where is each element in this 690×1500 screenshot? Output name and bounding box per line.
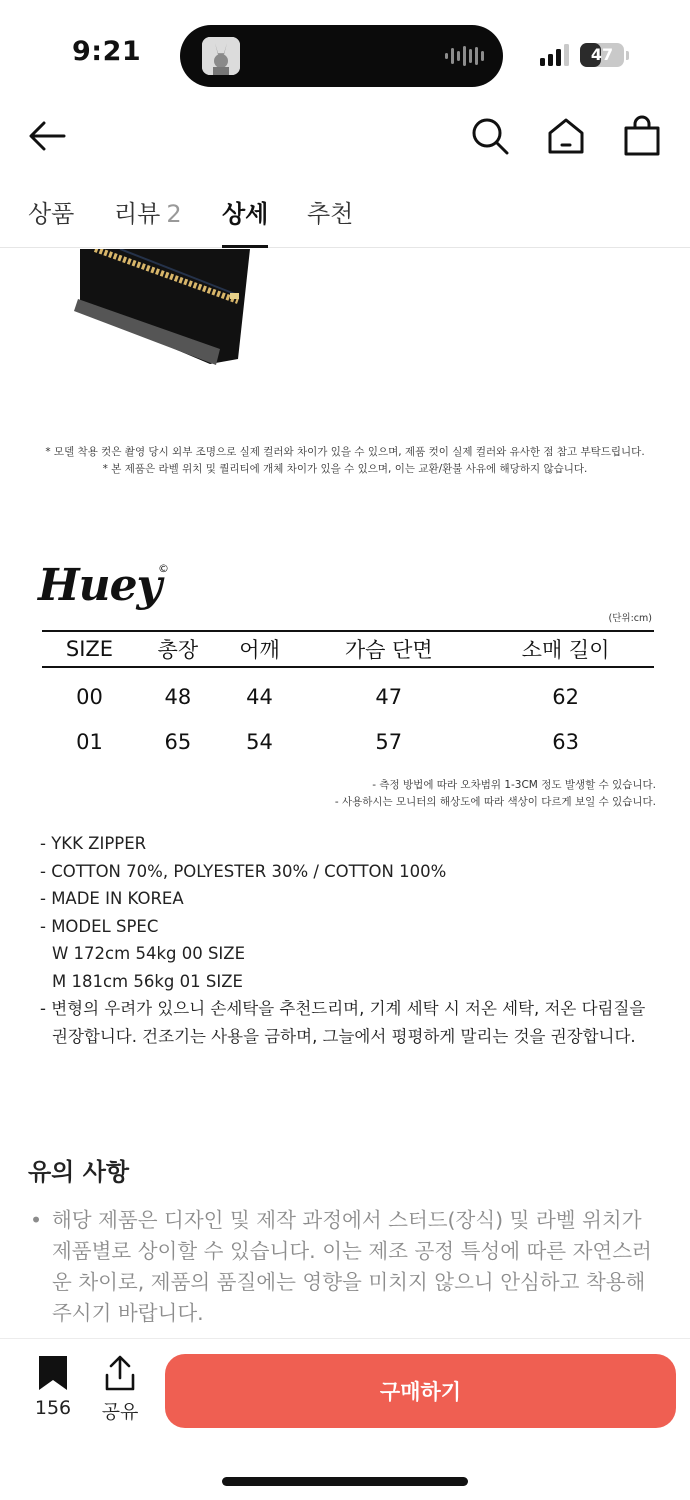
battery-tip [626, 51, 629, 60]
bookmark-button[interactable] [30, 1355, 76, 1419]
spec-origin: - MADE IN KOREA [40, 889, 184, 908]
table-cell: 01 [76, 730, 103, 754]
caution-text: 해당 제품은 디자인 및 제작 과정에서 스터드(장식) 및 라벨 위치가 제품별로 상이할 수 있습니다. 이는 제조 공정 특성에 따른 자연스러운 차이로, 제품의 품질에는 영향을 미치지 않으니 안심하고 착용해 주시기 바랍니다. [52, 1208, 652, 1325]
share-icon [103, 1355, 137, 1391]
spec-care-line-1: - 변형의 우려가 있으니 손세탁을 추천드리며, 기계 세탁 시 저온 세탁, 저온 다림질을 [40, 999, 646, 1018]
photo-note-1: * 모델 착용 컷은 촬영 당시 외부 조명으로 실제 컬러와 차이가 있을 수 있으며, 제품 컷이 실제 컬러와 유사한 점 참고 부탁드립니다. [45, 446, 645, 458]
now-playing-avatar [202, 37, 240, 75]
caution-body [30, 1205, 660, 1329]
tab-reviews-label: 리뷰 [114, 200, 161, 228]
table-row [42, 667, 654, 719]
spec-zipper: - YKK ZIPPER [40, 834, 147, 853]
product-image [60, 249, 260, 379]
shoulder-header: 어깨 [219, 631, 301, 667]
length-header: 총장 [137, 631, 219, 667]
chest-header: 가슴 단면 [300, 631, 477, 667]
brand-copyright: © [158, 562, 169, 575]
battery-icon [580, 43, 624, 67]
spec-fabric: - COTTON 70%, POLYESTER 30% / COTTON 100% [40, 861, 447, 881]
spec-model-m: M 181cm 56kg 01 SIZE [52, 971, 243, 991]
bottom-action-bar [0, 1338, 690, 1500]
measurement-note-2: - 사용하시는 모니터의 해상도에 따라 색상이 다르게 보일 수 있습니다. [334, 796, 656, 808]
sleeve-header: 소매 길이 [477, 631, 654, 667]
table-cell: 47 [375, 684, 403, 709]
tab-reviews-count: 2 [166, 200, 182, 228]
tab-recommend[interactable] [307, 194, 353, 248]
bookmark-icon [36, 1355, 70, 1391]
product-specs [40, 830, 645, 1050]
tab-recommend-label: 추천 [307, 200, 354, 228]
caution-bullet: • [30, 1208, 43, 1232]
back-arrow-icon[interactable] [26, 114, 70, 158]
tab-product-label: 상품 [28, 200, 75, 228]
shopping-bag-icon[interactable] [620, 114, 664, 158]
app-header [0, 110, 690, 160]
table-row [42, 719, 654, 765]
product-tabs [0, 184, 690, 248]
bookmark-count: 156 [34, 1397, 72, 1419]
spec-model-w: W 172cm 54kg 00 SIZE [52, 944, 246, 963]
status-time: 9:21 [72, 36, 142, 67]
size-chart-header-row [42, 631, 654, 667]
size-chart-table [42, 630, 654, 765]
table-cell: 57 [375, 730, 403, 754]
tab-detail-label: 상세 [222, 200, 269, 228]
battery-percent: 47 [590, 45, 614, 64]
size-unit-label: (단위:cm) [608, 613, 652, 624]
tab-product[interactable] [28, 194, 74, 248]
home-indicator [222, 1477, 468, 1486]
dynamic-island [180, 25, 503, 87]
caution-title: 유의 사항 [28, 1158, 130, 1186]
status-bar [0, 0, 690, 110]
photo-notes [0, 444, 690, 478]
audio-wave-icon [445, 44, 485, 68]
home-icon[interactable] [544, 114, 588, 158]
spec-model-title: - MODEL SPEC [40, 916, 159, 936]
table-cell: 63 [552, 730, 579, 754]
tab-reviews[interactable] [114, 194, 182, 248]
share-button[interactable] [98, 1355, 142, 1424]
table-cell: 44 [246, 684, 273, 709]
size-header: SIZE [42, 631, 137, 667]
cellular-signal-icon [540, 44, 572, 66]
table-cell: 48 [164, 684, 192, 709]
table-cell: 62 [552, 684, 579, 709]
table-cell: 00 [76, 684, 103, 709]
tab-detail[interactable] [222, 194, 268, 248]
share-label: 공유 [101, 1401, 139, 1423]
buy-button[interactable]: 구매하기 [165, 1354, 676, 1428]
measurement-notes [335, 777, 656, 811]
photo-note-2: * 본 제품은 라벨 위치 및 퀄리티에 개체 차이가 있을 수 있으며, 이는 교환/환불 사유에 해당하지 않습니다. [102, 463, 588, 475]
search-icon[interactable] [468, 114, 512, 158]
spec-care-line-2: 권장합니다. 건조기는 사용을 금하며, 그늘에서 평평하게 말리는 것을 권장합니다. [52, 1026, 636, 1046]
table-cell: 65 [164, 730, 192, 754]
table-cell: 54 [246, 730, 273, 754]
brand-logo: Huey [38, 560, 162, 611]
measurement-note-1: - 측정 방법에 따라 오차범위 1-3CM 정도 발생할 수 있습니다. [372, 779, 656, 791]
